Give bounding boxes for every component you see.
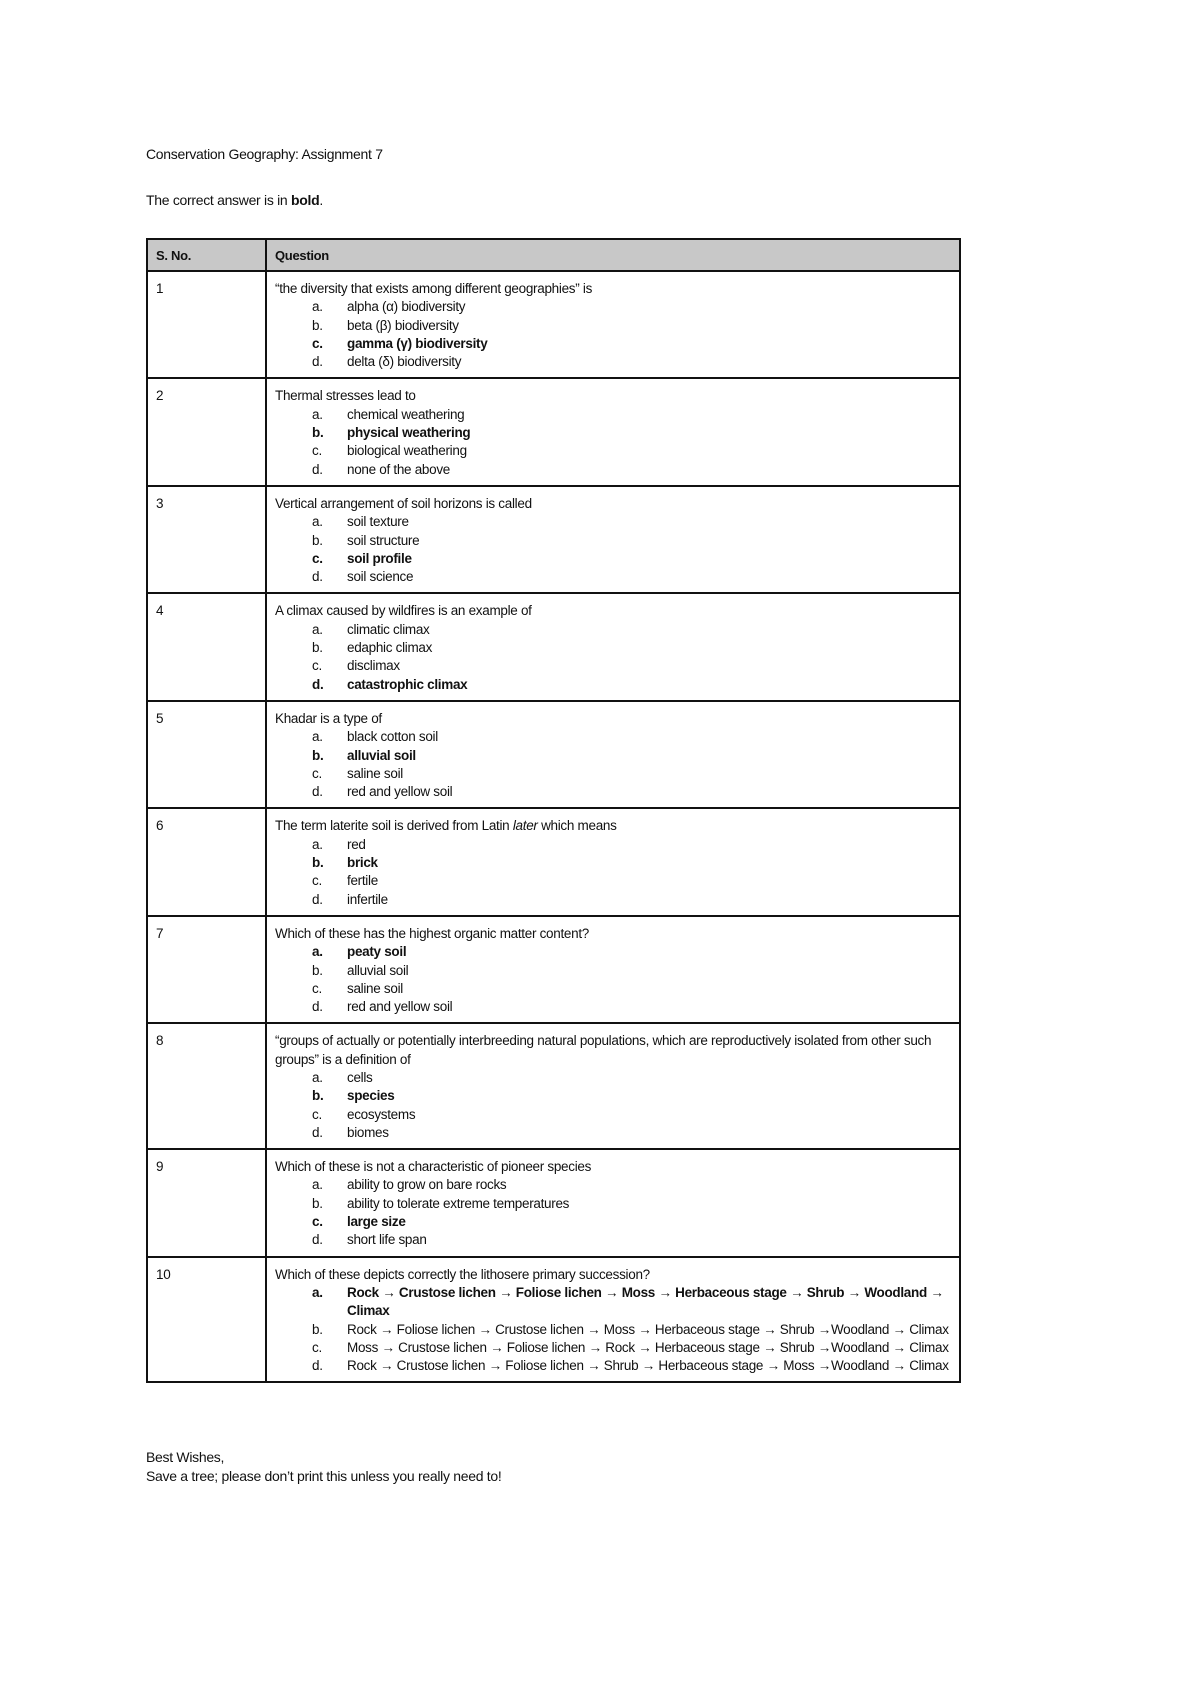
option-text: peaty soil [347,944,407,960]
question-number: 4 [147,593,266,700]
answer-option [275,1339,951,1357]
answer-option [275,298,951,316]
answer-option [275,891,951,909]
answer-option [275,765,951,783]
answer-option [275,1106,951,1124]
option-text: red [347,836,366,852]
option-text: large size [347,1214,406,1230]
answer-options [275,728,951,801]
option-marker: a. [312,406,323,422]
answer-option [275,317,951,335]
answer-options [275,406,951,479]
option-text: delta (δ) biodiversity [347,354,462,370]
answer-options [275,1069,951,1142]
option-marker: b. [312,1195,323,1211]
option-text: red and yellow soil [347,784,453,800]
question-number: 7 [147,916,266,1023]
option-text: infertile [347,891,388,907]
answer-option [275,1321,951,1339]
option-marker: d. [312,1124,323,1140]
question-number: 1 [147,271,266,378]
option-marker: d. [312,999,323,1015]
question-number: 8 [147,1023,266,1149]
option-text: catastrophic climax [347,676,468,692]
answer-option [275,980,951,998]
answer-options [275,1284,951,1375]
option-marker: d. [312,354,323,370]
option-text: alluvial soil [347,747,416,763]
question-text: Khadar is a type of [275,710,382,726]
option-text: fertile [347,873,378,889]
option-marker: c. [312,980,322,996]
option-text: disclimax [347,658,400,674]
answer-option [275,335,951,353]
answer-option [275,783,951,801]
answer-option [275,728,951,746]
question-cell [266,378,960,485]
option-text: species [347,1088,395,1104]
option-text: beta (β) biodiversity [347,317,459,333]
option-text: biological weathering [347,443,467,459]
option-marker: b. [312,640,323,656]
answer-option [275,1087,951,1105]
answer-option [275,872,951,890]
header-sno: S. No. [147,239,266,271]
answer-option [275,353,951,371]
table-row [147,916,960,1023]
option-text: ability to tolerate extreme temperatures [347,1195,570,1211]
answer-option [275,962,951,980]
answer-option [275,461,951,479]
answer-option [275,1357,951,1375]
table-row [147,1257,960,1383]
option-text: soil structure [347,532,420,548]
question-cell [266,1257,960,1383]
option-text: soil profile [347,550,412,566]
option-text: alluvial soil [347,962,409,978]
answer-option [275,943,951,961]
answer-option [275,532,951,550]
table-body [147,271,960,1382]
table-row [147,1023,960,1149]
option-text: edaphic climax [347,640,433,656]
question-text: A climax caused by wildfires is an example of [275,603,532,619]
option-marker: b. [312,747,324,763]
option-text: biomes [347,1124,389,1140]
option-text: short life span [347,1232,427,1248]
question-table [146,238,961,1383]
answer-option [275,424,951,442]
table-row [147,701,960,808]
option-text: saline soil [347,765,403,781]
question-cell [266,271,960,378]
intro-text [146,192,323,208]
intro-suffix: . [319,192,323,208]
option-marker: d. [312,1232,323,1248]
header-question: Question [266,239,960,271]
question-prefix: The term laterite soil is derived from Latin [275,818,513,834]
answer-options [275,836,951,909]
question-text: Thermal stresses lead to [275,388,416,404]
option-text: physical weathering [347,425,471,441]
option-marker: c. [312,335,323,351]
question-text: Which of these is not a characteristic of pioneer species [275,1159,592,1175]
answer-options [275,1176,951,1249]
option-marker: b. [312,532,323,548]
option-text: climatic climax [347,621,430,637]
table-row [147,808,960,915]
table-row [147,378,960,485]
answer-option [275,1213,951,1231]
question-suffix: which means [537,818,617,834]
option-marker: c. [312,1214,323,1230]
table-row [147,1149,960,1256]
question-number: 6 [147,808,266,915]
question-cell [266,916,960,1023]
option-text: alpha (α) biodiversity [347,299,466,315]
question-number: 9 [147,1149,266,1256]
question-italic: later [512,818,538,834]
question-number: 2 [147,378,266,485]
page-title: Conservation Geography: Assignment 7 [146,146,383,162]
table-row [147,271,960,378]
option-marker: a. [312,1069,323,1085]
option-text: ability to grow on bare rocks [347,1177,507,1193]
option-text: Rock → Foliose lichen → Crustose lichen → Moss → Herbaceous stage → Shrub →Woodland → Climax [347,1321,949,1337]
option-marker: d. [312,569,323,585]
option-text: Rock → Crustose lichen → Foliose lichen → Shrub → Herbaceous stage → Moss →Woodland → Climax [347,1358,949,1374]
answer-options [275,513,951,586]
option-marker: c. [312,550,323,566]
answer-options [275,298,951,371]
option-marker: d. [312,676,324,692]
answer-option [275,513,951,531]
option-marker: c. [312,873,322,889]
answer-option [275,836,951,854]
answer-option [275,406,951,424]
answer-option [275,1176,951,1194]
question-cell [266,1023,960,1149]
option-text: soil science [347,569,414,585]
answer-option [275,998,951,1016]
option-text: ecosystems [347,1106,416,1122]
option-marker: b. [312,1088,324,1104]
closing-note [146,1448,501,1486]
option-marker: a. [312,944,323,960]
option-marker: b. [312,425,324,441]
question-cell [266,1149,960,1256]
option-text: brick [347,855,378,871]
intro-prefix: The correct answer is in [146,192,291,208]
answer-option [275,1124,951,1142]
option-marker: b. [312,962,323,978]
question-cell [266,486,960,593]
answer-option [275,854,951,872]
option-marker: c. [312,658,322,674]
answer-option [275,442,951,460]
question-number: 10 [147,1257,266,1383]
answer-option [275,676,951,694]
option-text: red and yellow soil [347,999,453,1015]
option-text: gamma (γ) biodiversity [347,335,488,351]
option-marker: a. [312,729,323,745]
question-number: 5 [147,701,266,808]
option-marker: a. [312,1284,323,1300]
option-marker: a. [312,299,323,315]
answer-option [275,568,951,586]
question-text: Which of these has the highest organic matter content? [275,925,589,941]
table-row [147,593,960,700]
option-text: chemical weathering [347,406,465,422]
intro-bold-word: bold [291,192,320,208]
option-text: black cotton soil [347,729,438,745]
option-marker: c. [312,1339,322,1355]
option-marker: d. [312,1358,323,1374]
option-marker: d. [312,784,323,800]
question-number: 3 [147,486,266,593]
option-marker: a. [312,514,323,530]
option-text: none of the above [347,461,450,477]
question-text: “groups of actually or potentially interbreeding natural populations, which are reproductively isolated from other such groups” is a definition of [275,1033,932,1067]
answer-option [275,1069,951,1087]
table-row [147,486,960,593]
answer-option [275,1195,951,1213]
answer-options [275,943,951,1016]
question-text: Vertical arrangement of soil horizons is called [275,495,532,511]
answer-option [275,550,951,568]
question-cell [266,808,960,915]
answer-option [275,1284,951,1321]
table-header-row [147,239,960,271]
question-text: “the diversity that exists among different geographies” is [275,281,593,296]
option-marker: b. [312,855,324,871]
option-marker: a. [312,621,323,637]
option-marker: d. [312,461,323,477]
answer-option [275,657,951,675]
answer-option [275,621,951,639]
option-marker: c. [312,443,322,459]
option-marker: a. [312,836,323,852]
question-text: Which of these depicts correctly the lithosere primary succession? [275,1266,650,1282]
answer-option [275,747,951,765]
option-text: soil texture [347,514,409,530]
answer-option [275,639,951,657]
closing-eco-note: Save a tree; please don’t print this unless you really need to! [146,1468,502,1484]
option-marker: c. [312,1106,322,1122]
option-marker: c. [312,765,322,781]
option-text: Moss → Crustose lichen → Foliose lichen → Rock → Herbaceous stage → Shrub →Woodland → Climax [347,1339,949,1355]
option-marker: a. [312,1177,323,1193]
option-text: saline soil [347,980,403,996]
answer-options [275,621,951,694]
question-cell [266,701,960,808]
closing-greeting: Best Wishes, [146,1449,225,1465]
answer-option [275,1231,951,1249]
question-cell [266,593,960,700]
option-text: Rock → Crustose lichen → Foliose lichen → Moss → Herbaceous stage → Shrub → Woodland → Climax [347,1284,944,1319]
option-text: cells [347,1069,373,1085]
option-marker: b. [312,1321,323,1337]
option-marker: d. [312,891,323,907]
option-marker: b. [312,317,323,333]
question-text [275,817,951,835]
